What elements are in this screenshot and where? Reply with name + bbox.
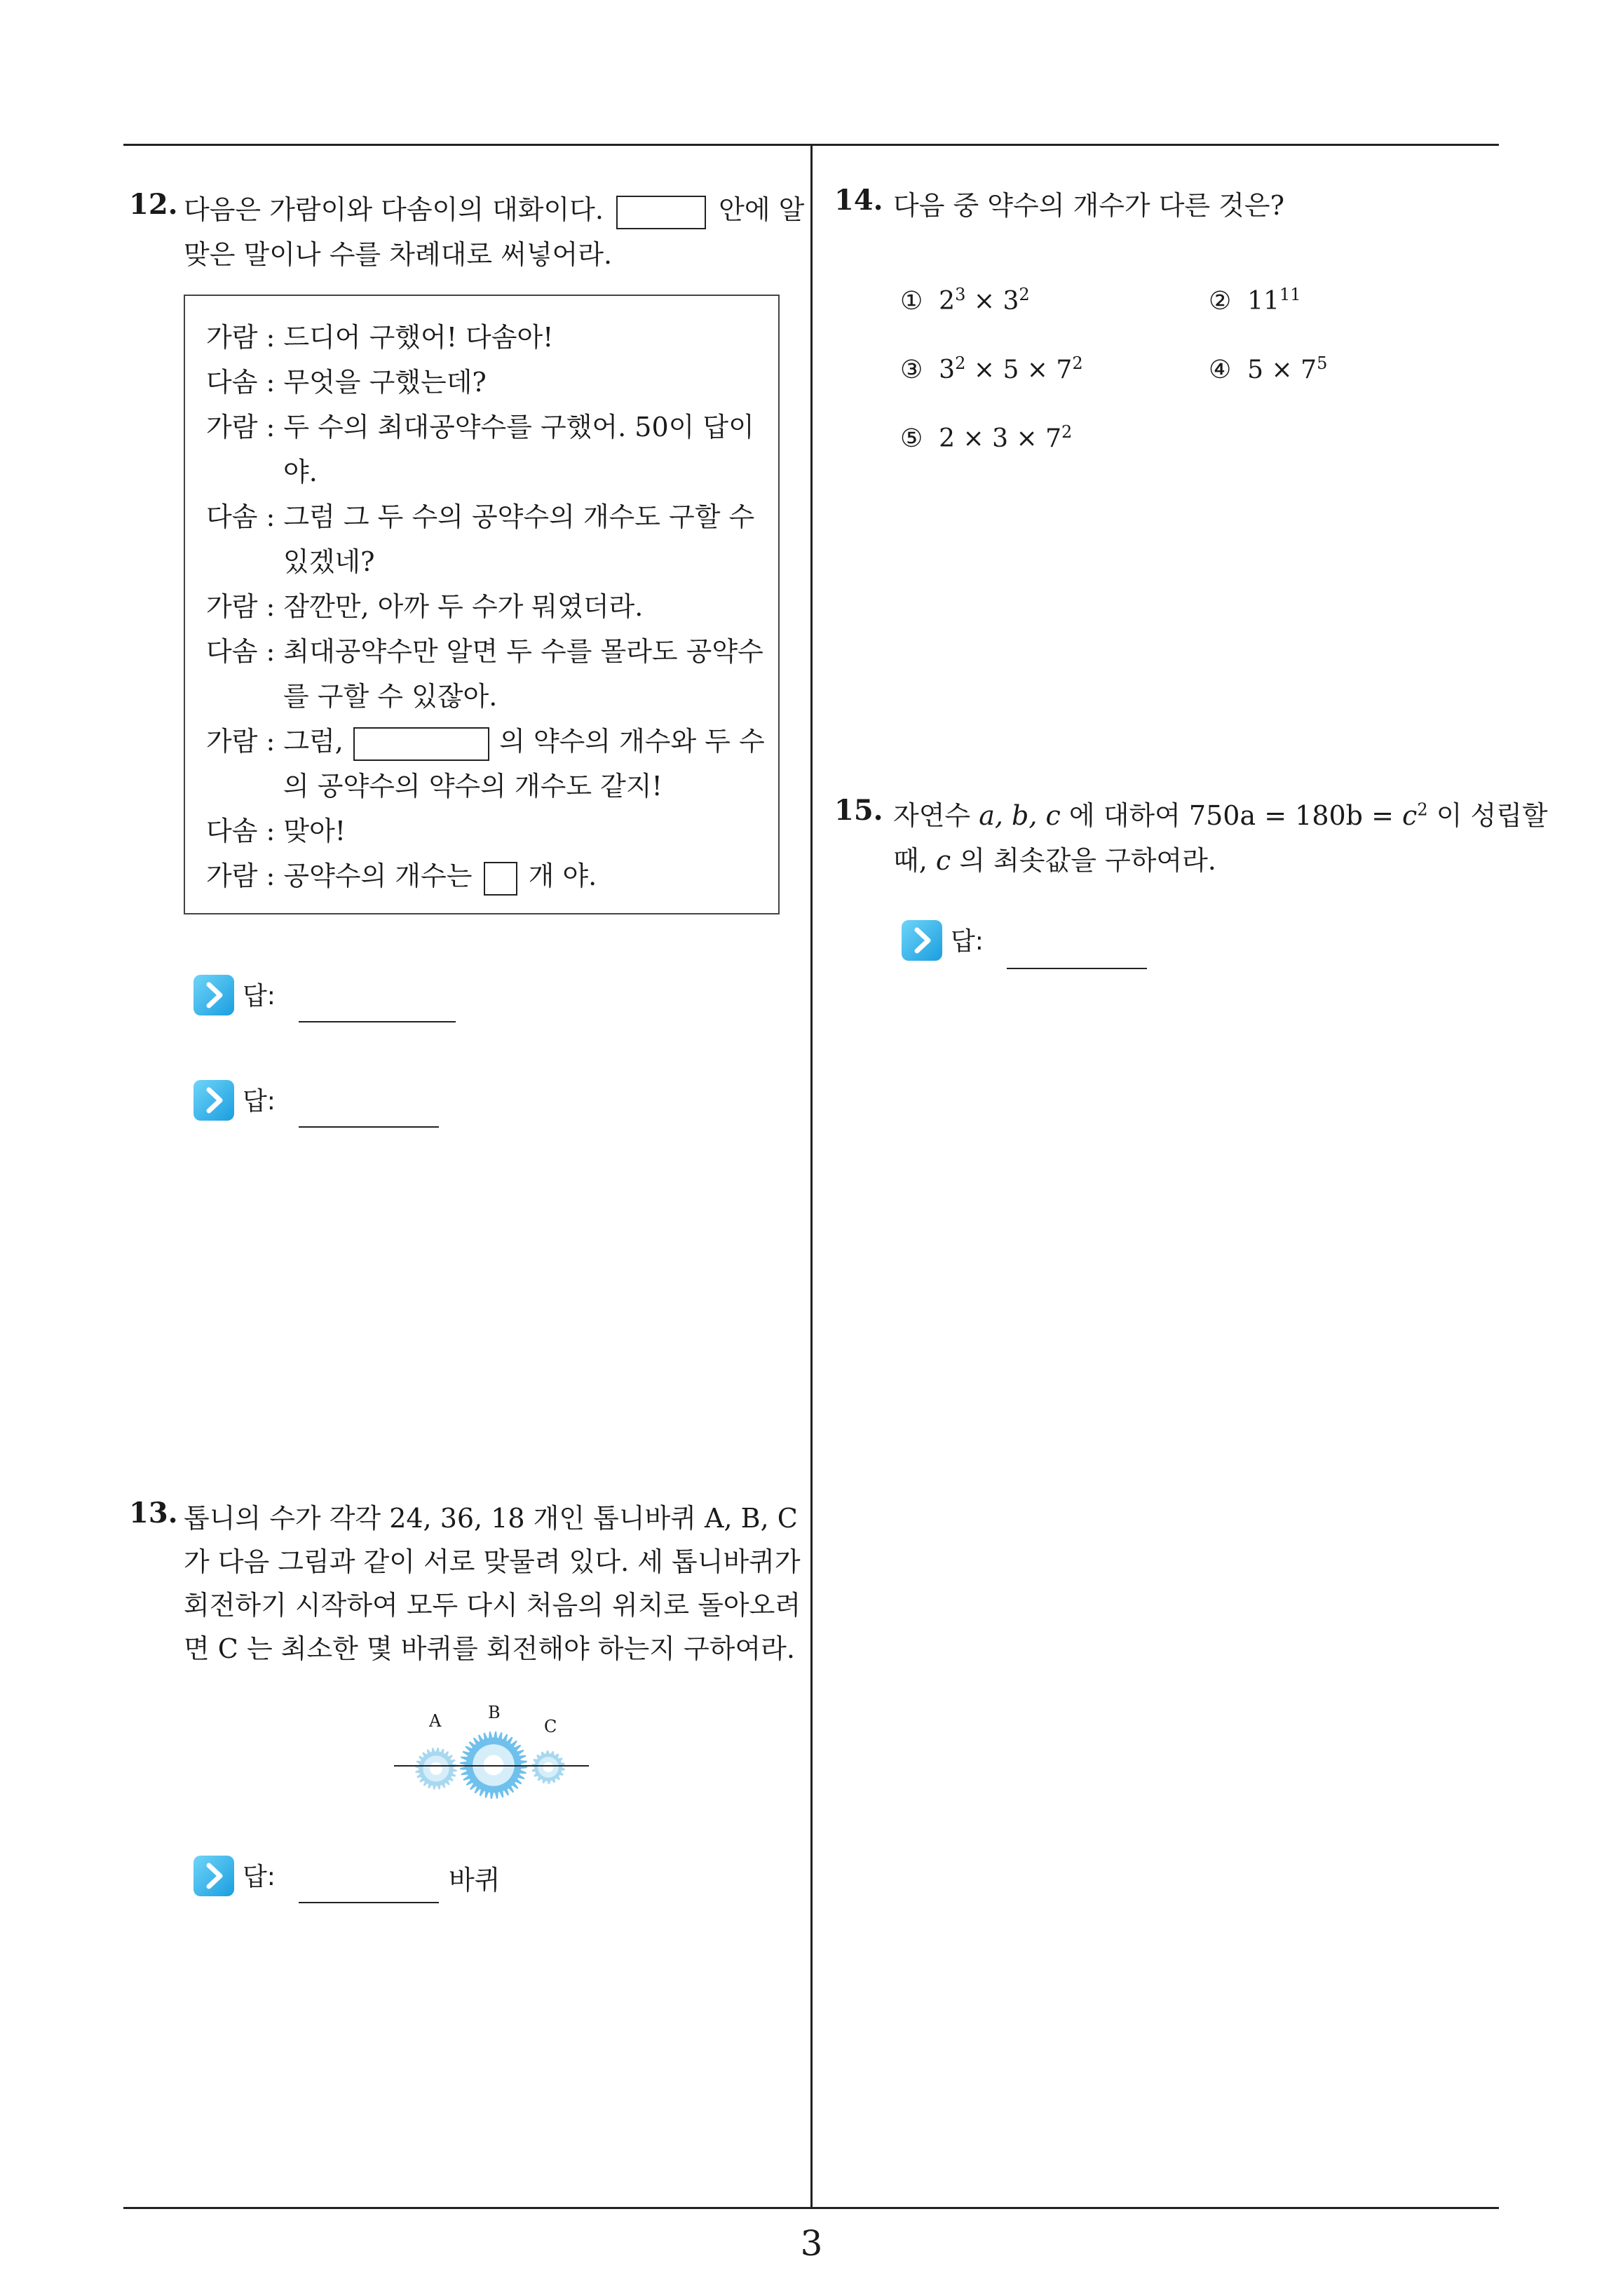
q14-choice-5[interactable]: [900, 422, 1072, 453]
column-divider: [810, 144, 813, 2208]
q13-text-line: 톱니의 수가 각각 24, 36, 18 개인 톱니바퀴 A, B, C: [184, 1503, 798, 1534]
equation-term: c: [1402, 800, 1418, 831]
page-number: 3: [800, 2223, 823, 2264]
exponent: 2: [955, 353, 966, 373]
exponent: 5: [1317, 353, 1328, 373]
q15-text: 에 대하여: [1068, 800, 1181, 831]
dialogue-line: 가람 : 두 수의 최대공약수를 구했어. 50이 답이: [206, 412, 754, 443]
q15-text: 의 최솟값을 구하여라.: [959, 845, 1216, 876]
operator: ×: [973, 287, 995, 316]
dialogue-line: [206, 720, 765, 761]
answer-arrow-icon: [193, 1080, 234, 1121]
dialogue-line: 다솜 : 맞아!: [206, 816, 346, 846]
choice-mark: ④: [1209, 356, 1232, 384]
dialogue-blank-1: [353, 727, 489, 761]
dialogue-line: 다솜 : 최대공약수만 알면 두 수를 몰라도 공약수: [206, 636, 763, 667]
q14-text: 다음 중 약수의 개수가 다른 것은?: [893, 190, 1284, 221]
q15-variable: c: [935, 845, 951, 876]
base: 7: [1056, 356, 1073, 384]
q13-answer-label: 답:: [243, 1863, 276, 1891]
dialogue-line: 가람 : 잠깐만, 아까 두 수가 뭐였더라.: [206, 591, 644, 622]
dialogue-line: 야.: [283, 457, 318, 487]
gear-figure: [390, 1727, 593, 1818]
answer-arrow-icon: [193, 1856, 234, 1896]
base: 3: [1003, 287, 1019, 316]
q14-choice-1[interactable]: [900, 285, 1030, 316]
q12-text-part2: 안에 알: [719, 194, 805, 225]
bottom-rule: [123, 2207, 1499, 2209]
dialogue-line: [206, 854, 597, 896]
q15-text: 때,: [893, 845, 928, 876]
answer-arrow-icon: [902, 920, 942, 961]
dialogue-text: 가람 : 그럼,: [206, 726, 344, 757]
dialogue-line: 다솜 : 무엇을 구했는데?: [206, 367, 487, 398]
q15-text: 이 성립할: [1436, 800, 1548, 831]
q14-choice-4[interactable]: [1209, 353, 1327, 384]
operator: ×: [973, 356, 995, 384]
choice-mark: ⑤: [900, 424, 923, 453]
gear-a-hub: [430, 1762, 442, 1775]
q12-dialogue-box: [184, 295, 780, 914]
q13-answer-line[interactable]: [299, 1902, 439, 1903]
q15-text: 자연수: [893, 800, 971, 831]
q15-answer-label: 답:: [951, 927, 984, 956]
gear-c: [531, 1750, 565, 1784]
exponent: 3: [955, 285, 966, 304]
q13-number: 13.: [129, 1497, 178, 1529]
dialogue-blank-2: [484, 862, 517, 896]
q12-text-part1: 다음은 가람이와 다솜이의 대화이다.: [184, 194, 604, 225]
dialogue-text: 의 약수의 개수와 두 수: [499, 726, 765, 757]
equals-sign: =: [1264, 800, 1287, 831]
base: 7: [1045, 424, 1062, 453]
base: 2: [939, 424, 956, 453]
dialogue-line: 다솜 : 그럼 그 두 수의 공약수의 개수도 구할 수: [206, 501, 755, 532]
dialogue-line: 를 구할 수 있잖아.: [283, 681, 498, 712]
q13-text-line: 가 다음 그림과 같이 서로 맞물려 있다. 세 톱니바퀴가: [184, 1546, 801, 1577]
q13-answer-unit: 바퀴: [449, 1865, 501, 1896]
q13-text-line: 면 C 는 최소한 몇 바퀴를 회전해야 하는지 구하여라.: [184, 1633, 795, 1664]
dialogue-text: 개 야.: [528, 860, 597, 891]
gear-c-hub: [543, 1762, 553, 1772]
q15-text-line2: [893, 839, 1216, 877]
q12-answer-line-2[interactable]: [299, 1126, 439, 1128]
q12-text-line1: [184, 188, 804, 229]
base: 3: [992, 424, 1009, 453]
equation-term: 750a: [1188, 800, 1256, 831]
q13-text-line: 회전하기 시작하여 모두 다시 처음의 위치로 돌아오려: [184, 1590, 801, 1621]
choice-mark: ②: [1209, 287, 1232, 316]
exponent: 2: [1061, 422, 1073, 442]
q12-number: 12.: [129, 188, 178, 221]
operator: ×: [963, 424, 984, 453]
gear-label-c: C: [544, 1717, 557, 1736]
q14-number: 14.: [834, 184, 883, 217]
gear-label-a: A: [429, 1711, 442, 1731]
exponent: 2: [1417, 799, 1428, 820]
operator: ×: [1016, 424, 1038, 453]
base: 5: [1247, 356, 1264, 384]
q12-answer-line-1[interactable]: [299, 1021, 456, 1022]
q14-choice-2[interactable]: [1209, 285, 1301, 316]
q12-answer-label-1: 답:: [243, 982, 276, 1011]
dialogue-line: 가람 : 드디어 구했어! 다솜아!: [206, 322, 554, 353]
dialogue-text: 가람 : 공약수의 개수는: [206, 860, 473, 891]
dialogue-line: 의 공약수의 약수의 개수도 같지!: [283, 771, 663, 802]
gear-label-b: B: [488, 1703, 501, 1722]
gear-a: [415, 1748, 457, 1790]
base: 3: [939, 356, 956, 384]
answer-arrow-icon: [193, 975, 234, 1015]
choice-mark: ③: [900, 356, 923, 384]
base: 5: [1003, 356, 1019, 384]
q15-number: 15.: [834, 794, 883, 827]
dialogue-line: 있겠네?: [283, 546, 375, 577]
q12-answer-label-2: 답:: [243, 1087, 276, 1116]
exponent: 2: [1072, 353, 1083, 373]
q15-text-line1: [893, 794, 1548, 832]
base: 7: [1301, 356, 1317, 384]
exponent: 11: [1279, 285, 1301, 304]
operator: ×: [1026, 356, 1048, 384]
q15-answer-line[interactable]: [1007, 968, 1147, 969]
operator: ×: [1271, 356, 1293, 384]
base: 2: [939, 287, 956, 316]
q12-blank-box: [616, 196, 706, 229]
choice-mark: ①: [900, 287, 923, 316]
q15-variables: a, b, c: [979, 800, 1061, 831]
equation-term: 180b: [1295, 800, 1363, 831]
equals-sign: =: [1371, 800, 1394, 831]
q14-choice-3[interactable]: [900, 353, 1083, 384]
exponent: 2: [1019, 285, 1030, 304]
base: 11: [1247, 287, 1279, 316]
q12-text-line2: 맞은 말이나 수를 차례대로 써넣어라.: [184, 239, 613, 270]
